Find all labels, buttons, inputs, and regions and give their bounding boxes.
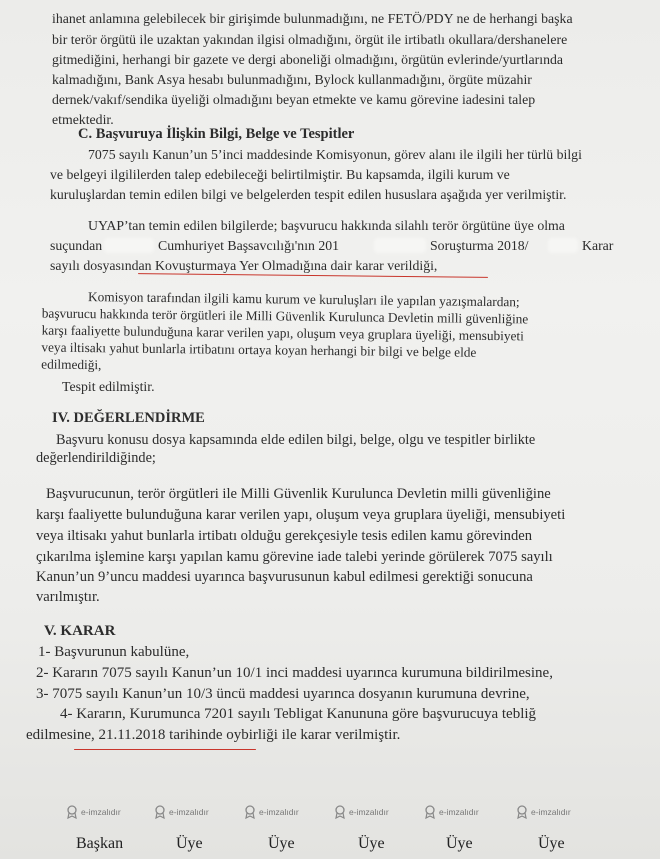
- text-line: sayılı dosyasından Kovuşturmaya Yer Olmadığına dair karar verildiği,: [50, 258, 438, 273]
- e-signature-stamp: e-imzalıdır: [66, 805, 121, 819]
- signatory-uye: Üye: [358, 835, 385, 852]
- list-item: 2- Kararın 7075 sayılı Kanun’un 10/1 inci maddesi uyarınca kurumuna bildirilmesine,: [36, 665, 553, 681]
- text-line: Başvurucunun, terör örgütleri ile Milli Güvenlik Kurulunca Devletin milli güvenliğine: [46, 486, 551, 502]
- seal-icon: [66, 805, 78, 819]
- text-line: etmektedir.: [52, 112, 114, 127]
- list-item: 1- Başvurunun kabulüne,: [38, 644, 190, 660]
- text-line: varılmıştır.: [36, 589, 100, 605]
- seal-icon: [334, 805, 346, 819]
- list-item: edilmesine, 21.11.2018 tarihinde oybirliği ile karar verilmiştir.: [26, 727, 401, 743]
- text-line: bir terör örgütü ile uzaktan yakından ilgisi olmadığını, örgüt ile irtibatlı okullara/dershanelere: [52, 32, 568, 47]
- text-line: karşı faaliyette bulunduğuna karar verilen yapı, oluşum veya gruplara üyeliği, mensubiyeti: [41, 322, 524, 344]
- text-line: gitmediğini, herhangi bir gazete ve dergi aboneliği olmadığını, örgütün evlerinde/yurtlarında: [52, 52, 563, 67]
- text-line: veya iltisakı yahut bunlarla irtibatını ortaya koyan herhangi bir bilgi ve belge elde: [41, 339, 477, 360]
- text-segment: suçundan: [50, 238, 103, 253]
- seal-icon: [244, 805, 256, 819]
- text-line: kalmadığını, Bank Asya hesabı bulunmadığını, Bylock kullanmadığını, örgüte müzahir: [52, 72, 532, 87]
- signatory-uye: Üye: [538, 835, 565, 852]
- red-underline-date: [74, 749, 256, 750]
- signatory-uye: Üye: [176, 835, 203, 852]
- e-signature-stamp: e-imzalıdır: [516, 805, 571, 819]
- text-line: Başvuru konusu dosya kapsamında elde edilen bilgi, belge, olgu ve tespitler birlikte: [56, 432, 536, 448]
- e-signature-stamp: e-imzalıdır: [334, 805, 389, 819]
- text-line: Komisyon tarafından ilgili kamu kurum ve kuruluşları ile yapılan yazışmalardan;: [87, 289, 520, 310]
- text-segment: Cumhuriyet Başsavcılığı'nın 201: [158, 238, 340, 253]
- list-item: 4- Kararın, Kurumunca 7201 sayılı Tebligat Kanununa göre başvurucuya tebliğ: [60, 706, 537, 722]
- text-line: değerlendirildiğinde;: [36, 450, 156, 466]
- e-signature-stamp: e-imzalıdır: [424, 805, 479, 819]
- seal-icon: [516, 805, 528, 819]
- seal-icon: [424, 805, 436, 819]
- text-line: UYAP’tan temin edilen bilgilerde; başvurucu hakkında silahlı terör örgütüne üye olma: [88, 218, 565, 233]
- section-heading-c: C. Başvuruya İlişkin Bilgi, Belge ve Tespitler: [78, 126, 355, 142]
- text-line: çıkarılma işlemine karşı yapılan kamu görevine iade talebi yerinde görülerek 7075 sayılı: [36, 549, 553, 565]
- text-line: kuruluşlardan temin edilen bilgi ve belgelerden tespit edilen hususlara aşağıda yer verilmiştir.: [50, 187, 567, 202]
- text-line: karşı faaliyette bulunduğuna karar verilen yapı, oluşum veya gruplara üyeliği, mensubiyeti: [36, 507, 566, 523]
- red-underline-decision: [138, 273, 488, 278]
- e-signature-stamp: e-imzalıdır: [244, 805, 299, 819]
- signatory-uye: Üye: [446, 835, 473, 852]
- text-line: veya iltisakı yahut bunlarla irtibatı olduğu gerekçesiyle tesis edilen kamu görevinden: [36, 528, 533, 544]
- redaction-mask: [548, 238, 578, 253]
- seal-icon: [154, 805, 166, 819]
- text-line: 7075 sayılı Kanun’un 5’inci maddesinde Komisyonun, görev alanı ile ilgili her türlü bilgi: [88, 147, 582, 162]
- text-line: Kanun’un 9’uncu maddesi uyarınca başvurusunun kabul edilmesi gerektiği sonucuna: [36, 569, 533, 585]
- text-line: başvurucu hakkında terör örgütleri ile Milli Güvenlik Kurulunca Devletin milli güvenliğine: [41, 305, 529, 327]
- signatory-baskan: Başkan: [76, 835, 124, 852]
- text-line: ihanet anlamına gelebilecek bir girişimde bulunmadığını, ne FETÖ/PDY ne de herhangi başka: [52, 11, 573, 26]
- list-item: 3- 7075 sayılı Kanun’un 10/3 üncü maddesi uyarınca dosyanın kurumuna devrine,: [36, 686, 530, 702]
- text-tespit: Tespit edilmiştir.: [62, 379, 155, 394]
- section-heading-v: V. KARAR: [44, 623, 116, 639]
- text-segment: Soruşturma 2018/: [430, 238, 529, 253]
- redaction-mask: [104, 238, 154, 253]
- section-heading-iv: IV. DEĞERLENDİRME: [52, 410, 205, 426]
- redaction-mask: [374, 238, 426, 253]
- text-segment: Karar: [582, 238, 614, 253]
- signatory-uye: Üye: [268, 835, 295, 852]
- text-line: ve belgeyi ilgililerden talep edebileceği belirtilmiştir. Bu kapsamda, ilgili kurum ve: [50, 167, 510, 182]
- text-line: dernek/vakıf/sendika üyeliği olmadığını beyan etmekte ve kamu görevine iadesini talep: [52, 92, 536, 107]
- e-signature-stamp: e-imzalıdır: [154, 805, 209, 819]
- text-line: edilmediği,: [41, 356, 102, 373]
